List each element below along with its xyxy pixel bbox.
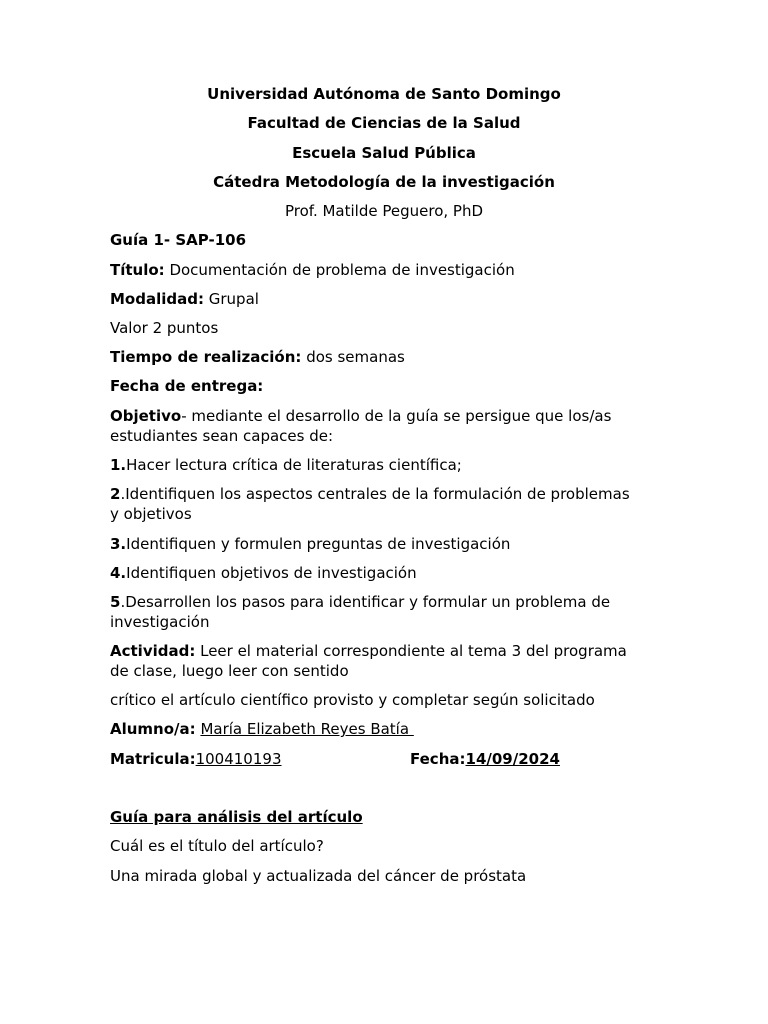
guide-id: Guía 1- SAP-106 bbox=[110, 231, 247, 249]
valor-row: Valor 2 puntos bbox=[110, 319, 219, 337]
objective-item-1 bbox=[110, 455, 655, 475]
objective-item-2-cont: y objetivos bbox=[110, 505, 192, 523]
matricula-value: 100410193 bbox=[195, 750, 282, 768]
tiempo-row bbox=[110, 347, 655, 367]
alumno-value: María Elizabeth Reyes Batía bbox=[200, 720, 414, 738]
chair-name: Cátedra Metodología de la investigación bbox=[213, 173, 555, 191]
alumno-label: Alumno/a: bbox=[110, 720, 196, 738]
faculty-name: Facultad de Ciencias de la Salud bbox=[247, 114, 521, 132]
actividad-label: Actividad: bbox=[110, 642, 196, 660]
objective-text: .Identifiquen los aspectos centrales de la formulación de problemas bbox=[120, 485, 630, 503]
objective-number: 5 bbox=[110, 593, 121, 611]
objective-text: Hacer lectura crítica de literaturas científica; bbox=[126, 456, 462, 474]
objective-text: .Desarrollen los pasos para identificar y formular un problema de bbox=[120, 593, 611, 611]
objetivo-row bbox=[110, 406, 655, 426]
objective-item-2 bbox=[110, 484, 655, 504]
university-name: Universidad Autónoma de Santo Domingo bbox=[207, 85, 561, 103]
actividad-text-cont-2: crítico el artículo científico provisto y completar según solicitado bbox=[110, 691, 595, 709]
analysis-heading: Guía para análisis del artículo bbox=[110, 808, 363, 826]
objective-number: 2 bbox=[110, 485, 121, 503]
school-name: Escuela Salud Pública bbox=[292, 144, 476, 162]
titulo-row bbox=[110, 260, 655, 280]
fecha-value: 14/09/2024 bbox=[465, 750, 560, 768]
alumno-row bbox=[110, 719, 655, 739]
modalidad-value: Grupal bbox=[203, 290, 259, 308]
fecha-row bbox=[410, 749, 660, 769]
tiempo-label: Tiempo de realización: bbox=[110, 348, 302, 366]
objective-number: 4. bbox=[110, 564, 127, 582]
titulo-value: Documentación de problema de investigación bbox=[164, 261, 515, 279]
modalidad-label: Modalidad: bbox=[110, 290, 204, 308]
analysis-question: Cuál es el título del artículo? bbox=[110, 837, 324, 855]
objective-number: 1. bbox=[110, 456, 127, 474]
actividad-text-cont: de clase, luego leer con sentido bbox=[110, 662, 349, 680]
fecha-entrega-label: Fecha de entrega: bbox=[110, 377, 264, 395]
analysis-answer: Una mirada global y actualizada del cáncer de próstata bbox=[110, 867, 527, 885]
professor-name: Prof. Matilde Peguero, PhD bbox=[284, 202, 484, 220]
objective-text: Identifiquen y formulen preguntas de investigación bbox=[126, 535, 511, 553]
objective-text: Identifiquen objetivos de investigación bbox=[126, 564, 417, 582]
titulo-label: Título: bbox=[110, 261, 165, 279]
actividad-text: Leer el material correspondiente al tema 3 del programa bbox=[195, 642, 627, 660]
objective-item-3 bbox=[110, 534, 655, 554]
fecha-label: Fecha: bbox=[410, 750, 466, 768]
objetivo-label: Objetivo bbox=[110, 407, 182, 425]
objective-item-4 bbox=[110, 563, 655, 583]
modalidad-row bbox=[110, 289, 655, 309]
objective-item-5-cont: investigación bbox=[110, 613, 210, 631]
objective-number: 3. bbox=[110, 535, 127, 553]
objetivo-text-cont: estudiantes sean capaces de: bbox=[110, 427, 334, 445]
actividad-row bbox=[110, 641, 655, 661]
matricula-label: Matricula: bbox=[110, 750, 196, 768]
objective-item-5 bbox=[110, 592, 655, 612]
objetivo-text: - mediante el desarrollo de la guía se persigue que los/as bbox=[181, 407, 612, 425]
tiempo-value: dos semanas bbox=[301, 348, 405, 366]
